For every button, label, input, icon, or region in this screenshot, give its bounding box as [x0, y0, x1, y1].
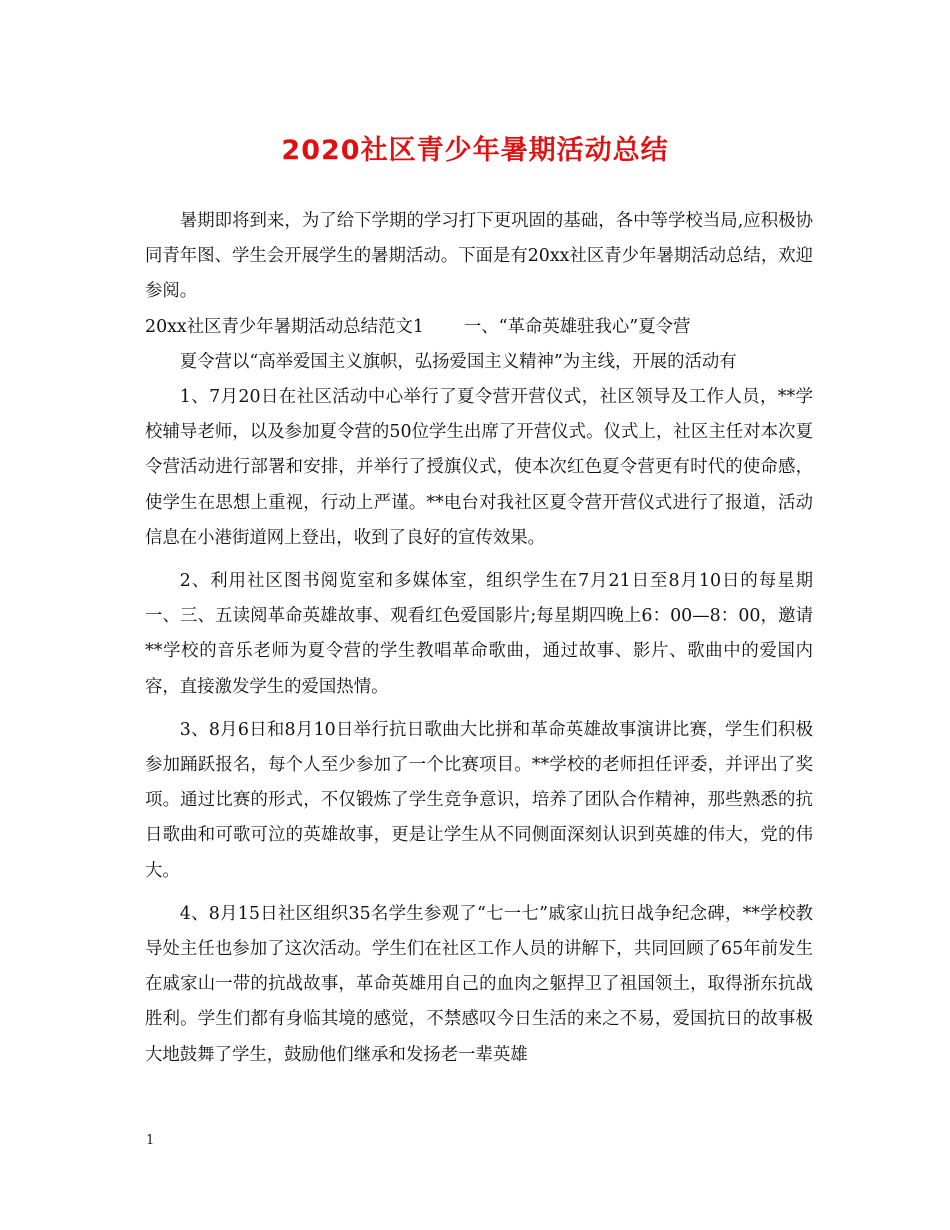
- activity-paragraph-2: 2、利用社区图书阅览室和多媒体室，组织学生在7月21日至8月10日的每星期一、三、五读阅革命英雄故事、观看红色爱国影片;每星期四晚上6：00—8：00，邀请**学校的音乐老师为夏令营的学生教唱革命歌曲，通过故事、影片、歌曲中的爱国内容，直接激发学生的爱国热情。: [145, 571, 813, 697]
- activity-paragraph-1: 1、7月20日在社区活动中心举行了夏令营开营仪式，社区领导及工作人员，**学校辅导老师，以及参加夏令营的50位学生出席了开营仪式。仪式上，社区主任对本次夏令营活动进行部署和安排，并举行了授旗仪式，使本次红色夏令营更有时代的使命感，使学生在思想上重视，行动上严谨。**电台对我社区夏令营开营仪式进行了报道，活动信息在小港街道网上登出，收到了良好的宣传效果。: [145, 387, 813, 548]
- intro-paragraph: 暑期即将到来，为了给下学期的学习打下更巩固的基础，各中等学校当局,应积极协同青年图、学生会开展学生的暑期活动。下面是有20xx社区青少年暑期活动总结，欢迎参阅。: [145, 211, 813, 302]
- section-heading: 一、“革命英雄驻我心”夏令营: [463, 316, 691, 337]
- sample-heading: 20xx社区青少年暑期活动总结范文1: [145, 316, 424, 337]
- activity-paragraph-3: 3、8月6日和8月10日举行抗日歌曲大比拼和革命英雄故事演讲比赛，学生们积极参加踊跃报名，每个人至少参加了一个比赛项目。**学校的老师担任评委，并评出了奖项。通过比赛的形式，不仅锻炼了学生竞争意识，培养了团队合作精神，那些熟悉的抗日歌曲和可歌可泣的英雄故事，更是让学生从不同侧面深刻认识到英雄的伟大，党的伟大。: [145, 719, 813, 881]
- page-number: 1: [146, 1133, 155, 1148]
- summer-camp-intro: 夏令营以“高举爱国主义旗帜，弘扬爱国主义精神”为主线，开展的活动有: [179, 351, 737, 372]
- activity-paragraph-4: 4、8月15日社区组织35名学生参观了“七一七”戚家山抗日战争纪念碑，**学校教导处主任也参加了这次活动。学生们在社区工作人员的讲解下，共同回顾了65年前发生在戚家山一带的抗战故事，革命英雄用自己的血肉之躯捍卫了祖国领土，取得浙东抗战胜利。学生们都有身临其境的感觉，不禁感叹今日生活的来之不易，爱国抗日的故事极大地鼓舞了学生，鼓励他们继承和发扬老一辈英雄: [145, 903, 813, 1065]
- document-title: 2020社区青少年暑期活动总结: [281, 135, 669, 166]
- heading-line: [145, 310, 813, 345]
- document-body: [145, 204, 813, 1073]
